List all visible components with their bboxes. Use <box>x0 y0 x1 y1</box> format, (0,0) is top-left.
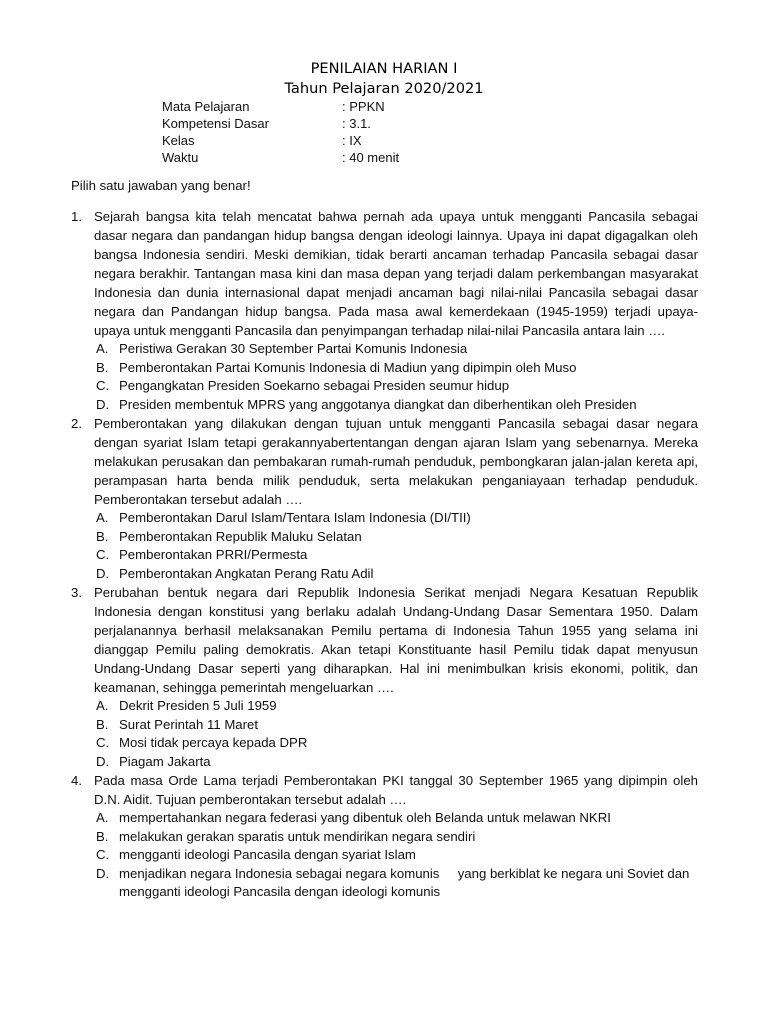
option-d <box>94 396 698 415</box>
question-3 <box>71 583 698 771</box>
option-text: Mosi tidak percaya kepada DPR <box>119 735 308 750</box>
option-letter: D. <box>96 565 110 581</box>
exam-info-table <box>162 98 399 166</box>
option-letter: D. <box>96 865 110 881</box>
option-text: Pemberontakan PRRI/Permesta <box>119 547 308 562</box>
info-label: Kelas <box>162 133 195 148</box>
option-letter: C. <box>96 547 110 562</box>
option-text: mempertahankan negara federasi yang dibentuk oleh Belanda untuk melawan NKRI <box>119 810 611 825</box>
exam-title: PENILAIAN HARIAN I <box>310 60 458 77</box>
option-letter: B. <box>96 828 109 844</box>
option-text: Presiden membentuk MPRS yang anggotanya diangkat dan diberhentikan oleh Presiden <box>119 396 637 412</box>
option-d <box>94 865 698 902</box>
instruction-text: Pilih satu jawaban yang benar! <box>71 178 251 193</box>
info-row-class <box>162 132 399 149</box>
option-letter: A. <box>96 810 109 825</box>
option-text: Pengangkatan Presiden Soekarno sebagai Presiden seumur hidup <box>119 378 510 393</box>
question-4 <box>71 771 698 902</box>
option-c <box>94 734 698 753</box>
question-number: 3. <box>71 585 82 600</box>
answer-options <box>94 509 698 583</box>
option-text: Pemberontakan Partai Komunis Indonesia di Madiun yang dipimpin oleh Muso <box>119 359 577 375</box>
question-number: 1. <box>71 209 82 224</box>
info-row-time <box>162 149 399 166</box>
answer-options <box>94 697 698 771</box>
option-c <box>94 846 698 865</box>
info-label: Kompetensi Dasar <box>162 116 269 131</box>
question-text: Pada masa Orde Lama terjadi Pemberontakan PKI tanggal 30 September 1965 yang dipimpin oleh D.N. Aidit. Tujuan pemberontakan tersebut adalah …. <box>94 773 698 807</box>
option-text: mengganti ideologi Pancasila dengan syariat Islam <box>119 847 416 862</box>
option-letter: B. <box>96 359 109 375</box>
option-b <box>94 828 698 847</box>
option-letter: A. <box>96 510 109 525</box>
answer-options <box>94 340 698 414</box>
question-text: Pemberontakan yang dilakukan dengan tujuan untuk mengganti Pancasila sebagai dasar negara dengan syariat Islam tetapi gerakannyabertentangan dengan ajaran Islam yang sebenarnya. Mereka melakukan perusakan dan pembakaran rumah-rumah penduduk, pembongkaran jalan-jalan kereta api, perampasan harta benda milik penduduk, serta melakukan penganiayaan terhadap penduduk. Pemberontakan tersebut adalah …. <box>94 416 698 507</box>
question-text: Sejarah bangsa kita telah mencatat bahwa pernah ada upaya untuk mengganti Pancasila sebagai dasar negara dan pandangan hidup bangsa dengan ideologi lainnya. Upaya ini dapat digagalkan oleh bangsa Indonesia sendiri. Meski demikian, tidak berarti ancaman terhadap Pancasila sebagai dasar negara berakhir. Tantangan masa kini dan masa depan yang terjadi dalam perkembangan masyarakat Indonesia dan dunia internasional dapat menjadi ancaman bagi nilai-nilai Pancasila sebagai dasar negara dan Pandangan hidup bangsa. Pada masa awal kemerdekaan (1945-1959) terjadi upaya-upaya untuk mengganti Pancasila dan penyimpangan terhadap nilai-nilai Pancasila antara lain …. <box>94 209 698 338</box>
option-b <box>94 716 698 735</box>
info-value: : PPKN <box>342 99 385 114</box>
option-letter: C. <box>96 735 110 750</box>
option-a <box>94 509 698 528</box>
info-label: Mata Pelajaran <box>162 99 250 114</box>
option-text: Dekrit Presiden 5 Juli 1959 <box>119 698 277 713</box>
question-text: Perubahan bentuk negara dari Republik Indonesia Serikat menjadi Negara Kesatuan Republik Indonesia dengan konstitusi yang berlaku adalah Undang-Undang Dasar Sementara 1950. Dalam perjalanannya berhasil melaksanakan Pemilu pertama di Indonesia Tahun 1955 yang selama ini dianggap Pemilu paling demokratis. Akan tetapi Konstituante hasil Pemilu tidak dapat menyusun Undang-Undang Dasar seperti yang diharapkan. Hal ini menimbulkan krisis ekonomi, politik, dan keamanan, sehingga pemerintah mengeluarkan …. <box>94 585 698 695</box>
option-c <box>94 546 698 565</box>
option-text: Pemberontakan Angkatan Perang Ratu Adil <box>119 565 374 581</box>
option-text: Pemberontakan Darul Islam/Tentara Islam Indonesia (DI/TII) <box>119 510 471 525</box>
option-a <box>94 697 698 716</box>
info-value: : 40 menit <box>342 150 400 165</box>
option-b <box>94 359 698 378</box>
info-row-subject <box>162 98 399 115</box>
question-number: 2. <box>71 416 82 431</box>
info-value: : IX <box>342 133 362 148</box>
option-text: menjadikan negara Indonesia sebagai negara komunis yang berkiblat ke negara uni Soviet dan mengganti ideologi Pancasila dengan ideologi komunis <box>119 865 694 899</box>
option-d <box>94 753 698 772</box>
option-a <box>94 809 698 828</box>
option-a <box>94 340 698 359</box>
option-text: melakukan gerakan sparatis untuk mendirikan negara sendiri <box>119 828 476 844</box>
question-list <box>71 207 698 902</box>
option-d <box>94 565 698 584</box>
question-1 <box>71 207 698 414</box>
option-letter: D. <box>96 753 110 769</box>
info-label: Waktu <box>162 150 199 165</box>
option-text: Piagam Jakarta <box>119 753 211 769</box>
academic-year: Tahun Pelajaran 2020/2021 <box>284 80 484 97</box>
option-letter: D. <box>96 396 110 412</box>
option-b <box>94 528 698 547</box>
option-letter: A. <box>96 698 109 713</box>
question-2 <box>71 414 698 583</box>
option-text: Surat Perintah 11 Maret <box>119 716 259 732</box>
info-value: : 3.1. <box>342 116 371 131</box>
option-c <box>94 377 698 396</box>
info-row-competency <box>162 115 399 132</box>
option-letter: C. <box>96 847 110 862</box>
option-text: Pemberontakan Republik Maluku Selatan <box>119 528 362 544</box>
option-text: Peristiwa Gerakan 30 September Partai Komunis Indonesia <box>119 341 468 356</box>
option-letter: B. <box>96 716 109 732</box>
answer-options <box>94 809 698 902</box>
question-number: 4. <box>71 773 82 788</box>
option-letter: B. <box>96 528 109 544</box>
option-letter: C. <box>96 378 110 393</box>
option-letter: A. <box>96 341 109 356</box>
